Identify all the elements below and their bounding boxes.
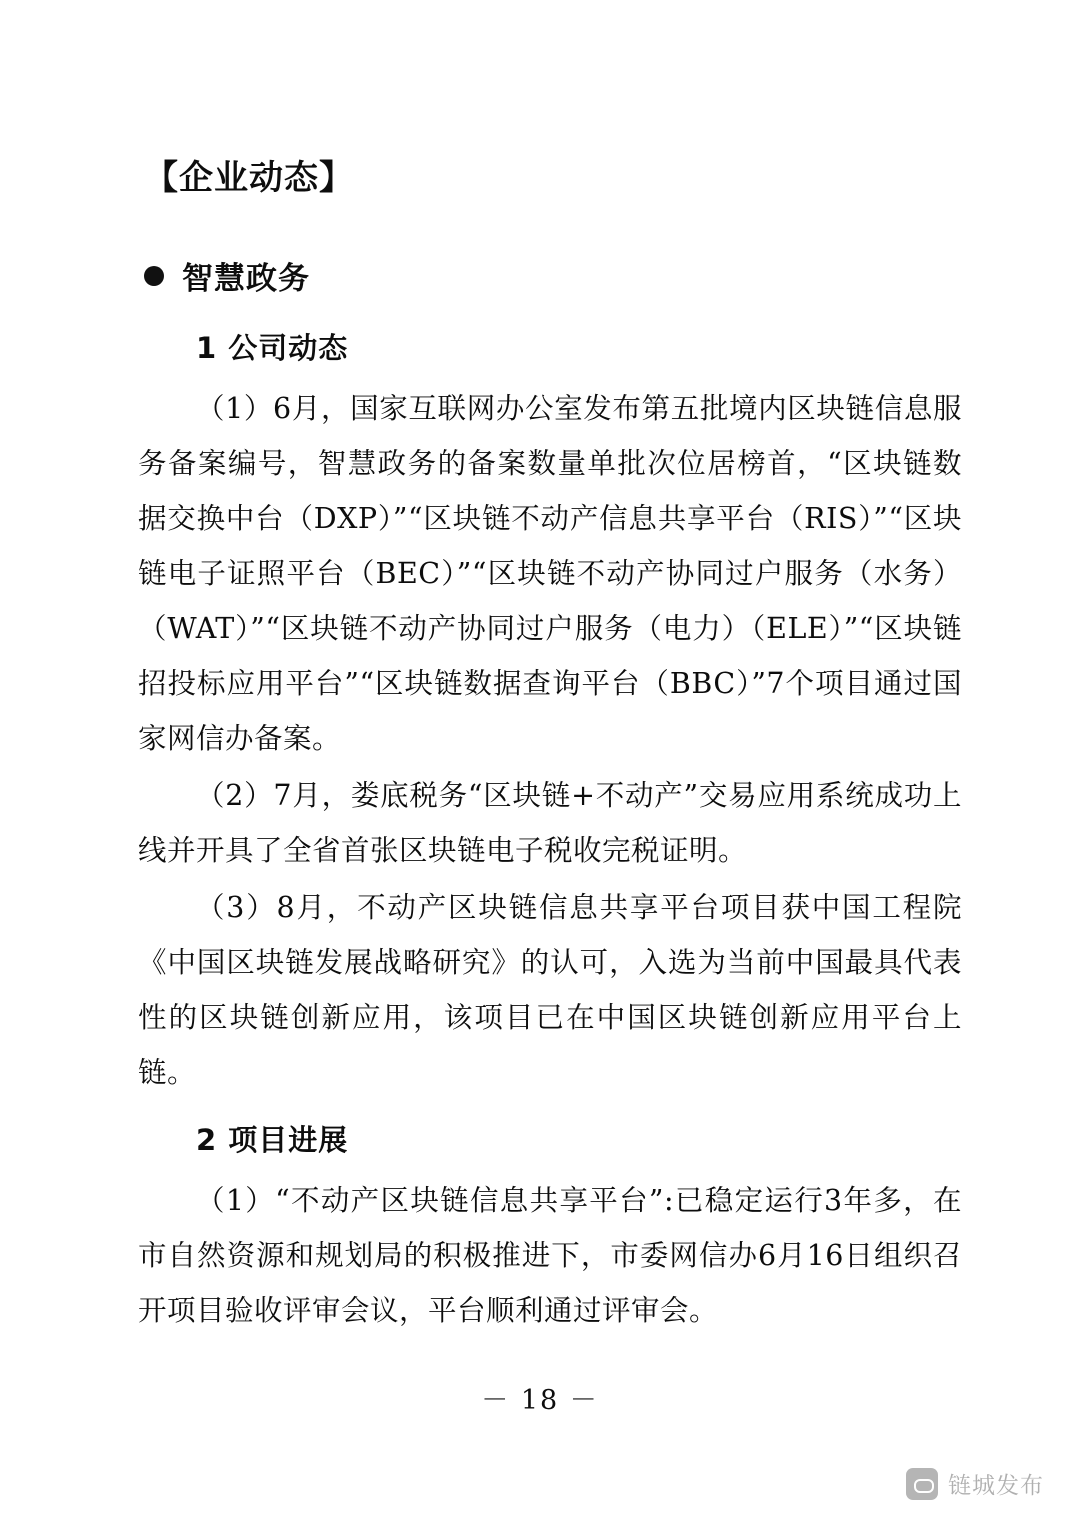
paragraph: （1）6月，国家互联网办公室发布第五批境内区块链信息服务备案编号，智慧政务的备案数量单批次位居榜首，“区块链数据交换中台（DXP）”“区块链不动产信息共享平台（RIS）”“区块链电子证照平台（BEC）”“区块链不动产协同过户服务（水务）（WAT）”“区块链不动产协同过户服务（电力）（ELE）”“区块链招投标应用平台”“区块链数据查询平台（BBC）”7个项目通过国家网信办备案。 bbox=[138, 392, 962, 755]
bullet-heading bbox=[144, 253, 962, 298]
watermark bbox=[906, 1467, 1044, 1500]
subsection-heading-1: 1 公司动态 bbox=[196, 331, 349, 365]
page-number: － 18 － bbox=[481, 1385, 599, 1416]
bullet-heading-label: 智慧政务 bbox=[182, 261, 310, 297]
subsection-heading-2: 2 项目进展 bbox=[196, 1123, 349, 1157]
wechat-official-account-logo-icon bbox=[906, 1468, 938, 1500]
filled-circle-bullet-icon bbox=[144, 266, 164, 286]
page-title: 【企业动态】 bbox=[144, 158, 354, 198]
paragraph: （3）8月，不动产区块链信息共享平台项目获中国工程院《中国区块链发展战略研究》的认可，入选为当前中国最具代表性的区块链创新应用，该项目已在中国区块链创新应用平台上链。 bbox=[138, 891, 962, 1089]
spacer bbox=[138, 1102, 962, 1118]
watermark-label: 链城发布 bbox=[948, 1473, 1044, 1499]
paragraph: （2）7月，娄底税务“区块链+不动产”交易应用系统成功上线并开具了全省首张区块链电子税收完税证明。 bbox=[138, 779, 962, 867]
paragraph: （1）“不动产区块链信息共享平台”:已稳定运行3年多，在市自然资源和规划局的积极推进下，市委网信办6月16日组织召开项目验收评审会议，平台顺利通过评审会。 bbox=[138, 1184, 962, 1327]
